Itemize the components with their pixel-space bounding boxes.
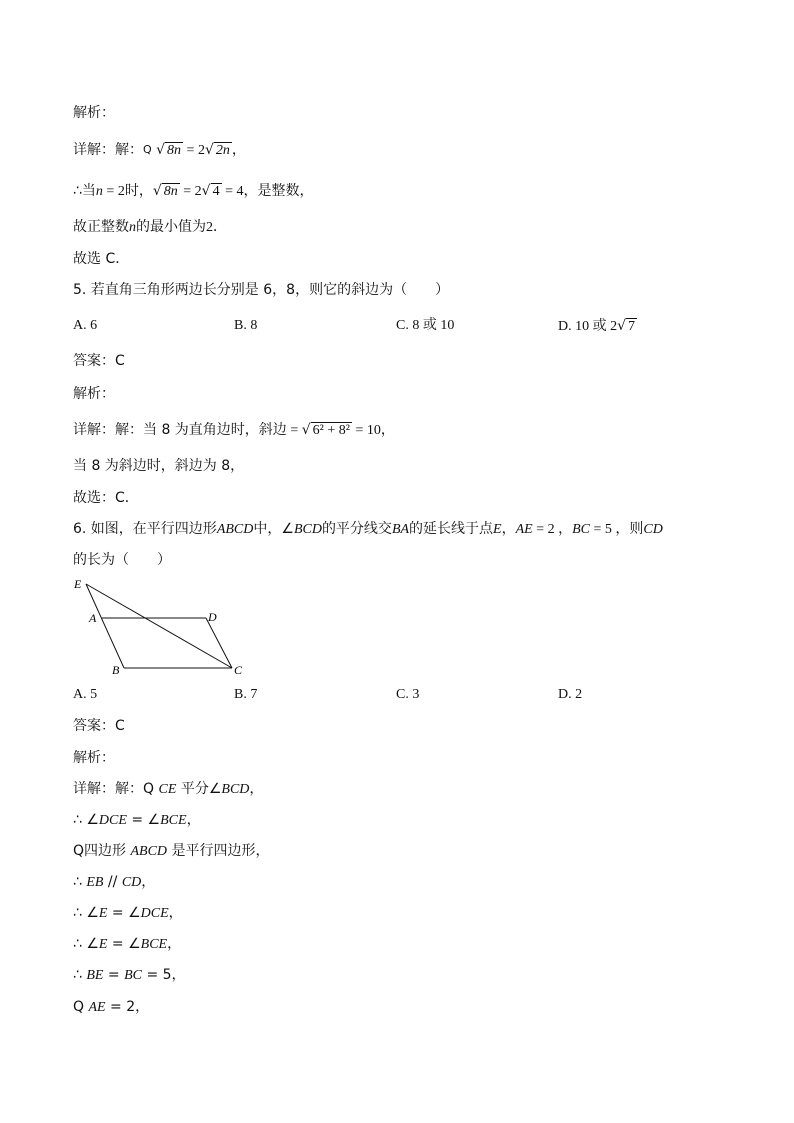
math: CD [121,875,142,890]
sqrt-expression: √ 2n [204,142,230,158]
q5-analysis-label: 解析： [73,386,115,402]
text: ， [501,521,516,537]
punct: ， [231,142,246,158]
q6-step [73,965,186,986]
math: E [98,937,108,952]
q4-detail-line [73,140,246,161]
text: = [103,967,125,983]
math: DCE [98,813,127,828]
q6-step [73,810,201,831]
text: = 5， [142,967,186,983]
math: BCE [140,937,168,952]
q6-step [73,841,270,862]
math: AE [515,522,533,537]
text: ， [380,422,395,438]
text: 中，∠ [253,521,294,537]
q6-stem-line1 [73,519,663,540]
line-eb [86,584,124,668]
label-d: D [208,610,217,624]
text: 详解：解：当 8 为直角边时，斜边 [73,422,287,438]
q6-answer: 答案：C [73,718,125,734]
text: ，是整数， [243,183,314,199]
q6-option-b: B. 7 [234,687,258,702]
q4-choice: 故选 C． [73,251,130,267]
text: ． [213,219,227,235]
q6-step [73,903,183,924]
text: = 2， [105,999,150,1015]
label-b: B [112,663,120,677]
q6-step [73,997,149,1018]
text: = 2 [102,184,125,199]
q5-choice: 故选：C． [73,490,139,506]
q6-step [73,779,263,800]
q5-detail-line [73,420,395,441]
text: ∴ [73,967,87,983]
text: = 10 [351,423,381,438]
math: CE [158,782,177,797]
math: BC [124,968,142,983]
q6-step [73,872,155,893]
math: BCD [293,522,322,537]
math: BA [391,522,410,537]
text: 的延长线于点 [409,521,494,537]
sqrt-expression: √ 4 [201,183,220,199]
q6-analysis-label: 解析： [73,750,115,766]
text: 是平行四边形， [167,843,270,859]
text: ∴ ∠ [73,936,99,952]
q4-analysis-label: 解析： [73,105,115,121]
text: 当 [81,183,96,199]
radicand: 6² + 8² [312,423,350,438]
text: Q [73,999,89,1015]
text: // [103,874,122,890]
radicand: 8n [167,143,182,158]
text: = 5 ，则 [590,522,644,537]
variable: n [95,184,103,199]
sqrt-expression: √ 6² + 8² [301,422,350,438]
text: = [286,423,302,438]
math: BC [572,522,591,537]
text: 6. 如图，在平行四边形 [73,521,217,537]
q5-detail2: 当 8 为斜边时，斜边为 8， [73,458,245,474]
math: ABCD [130,844,168,859]
text: 详解：解：Q [73,781,159,797]
text: 的平分线交 [321,521,392,537]
text: 平分∠ [176,781,222,797]
text: ∴ ∠ [73,905,99,921]
q4-step2-line [73,181,313,202]
math: ABCD [216,522,254,537]
q5-option-c: C. 8 或 10 [396,318,455,333]
q5-answer: 答案：C [73,353,125,369]
because-symbol: Q [143,143,152,156]
text: ， [167,936,182,952]
text: = 2 ， [532,522,573,537]
detail-prefix: 详解：解： [73,142,143,158]
sqrt-expression: √ 8n [156,142,182,158]
text: ∴ [73,874,87,890]
text: = ∠ [107,936,141,952]
label-a: A [89,611,97,625]
text: Q四边形 [73,843,131,859]
q6-stem-line2: 的长为（ ） [73,552,171,568]
math: BE [86,968,104,983]
q6-option-c: C. 3 [396,687,420,702]
text: ， [168,905,183,921]
q5-option-b: B. 8 [234,318,258,333]
math: E [98,906,108,921]
therefore-symbol: ∴ [73,183,82,199]
math: EB [86,875,104,890]
q5-option-d [558,316,637,337]
parallelogram-figure [72,574,252,682]
equals-text: = 2 [183,143,205,158]
q5-stem: 5. 若直角三角形两边长分别是 6，8，则它的斜边为（ ） [73,282,450,298]
math: BCD [221,782,250,797]
q6-option-d: D. 2 [558,687,583,702]
text: 故正整数 [73,219,129,235]
text: = ∠ [126,812,161,828]
option-text: D. 10 或 2 [558,319,618,334]
q4-step3-line [73,217,227,238]
text: ， [186,812,201,828]
text: = 4 [221,184,244,199]
text: = 2 [179,184,202,199]
sqrt-expression: √ 8n [152,183,178,199]
math: E [493,522,502,537]
label-e: E [74,577,82,591]
text: ， [249,781,264,797]
text: ， [141,874,156,890]
radicand: 7 [628,319,636,334]
math: BCE [160,813,187,828]
sqrt-expression: √ 7 [617,318,636,334]
math: DCE [140,906,169,921]
radicand: 2n [215,143,230,158]
text: ∴ ∠ [73,812,99,828]
q6-option-a: A. 5 [73,687,98,702]
math: AE [88,1000,106,1015]
variable: n [129,220,136,235]
q6-step [73,934,181,955]
q5-option-a: A. 6 [73,318,98,333]
radicand: 4 [212,184,220,199]
label-c: C [234,663,243,677]
text: = ∠ [107,905,141,921]
text: 时， [124,183,153,199]
radicand: 8n [163,184,178,199]
math: CD [643,522,663,537]
text: 的最小值为 [136,219,206,235]
value: 2 [206,220,213,235]
